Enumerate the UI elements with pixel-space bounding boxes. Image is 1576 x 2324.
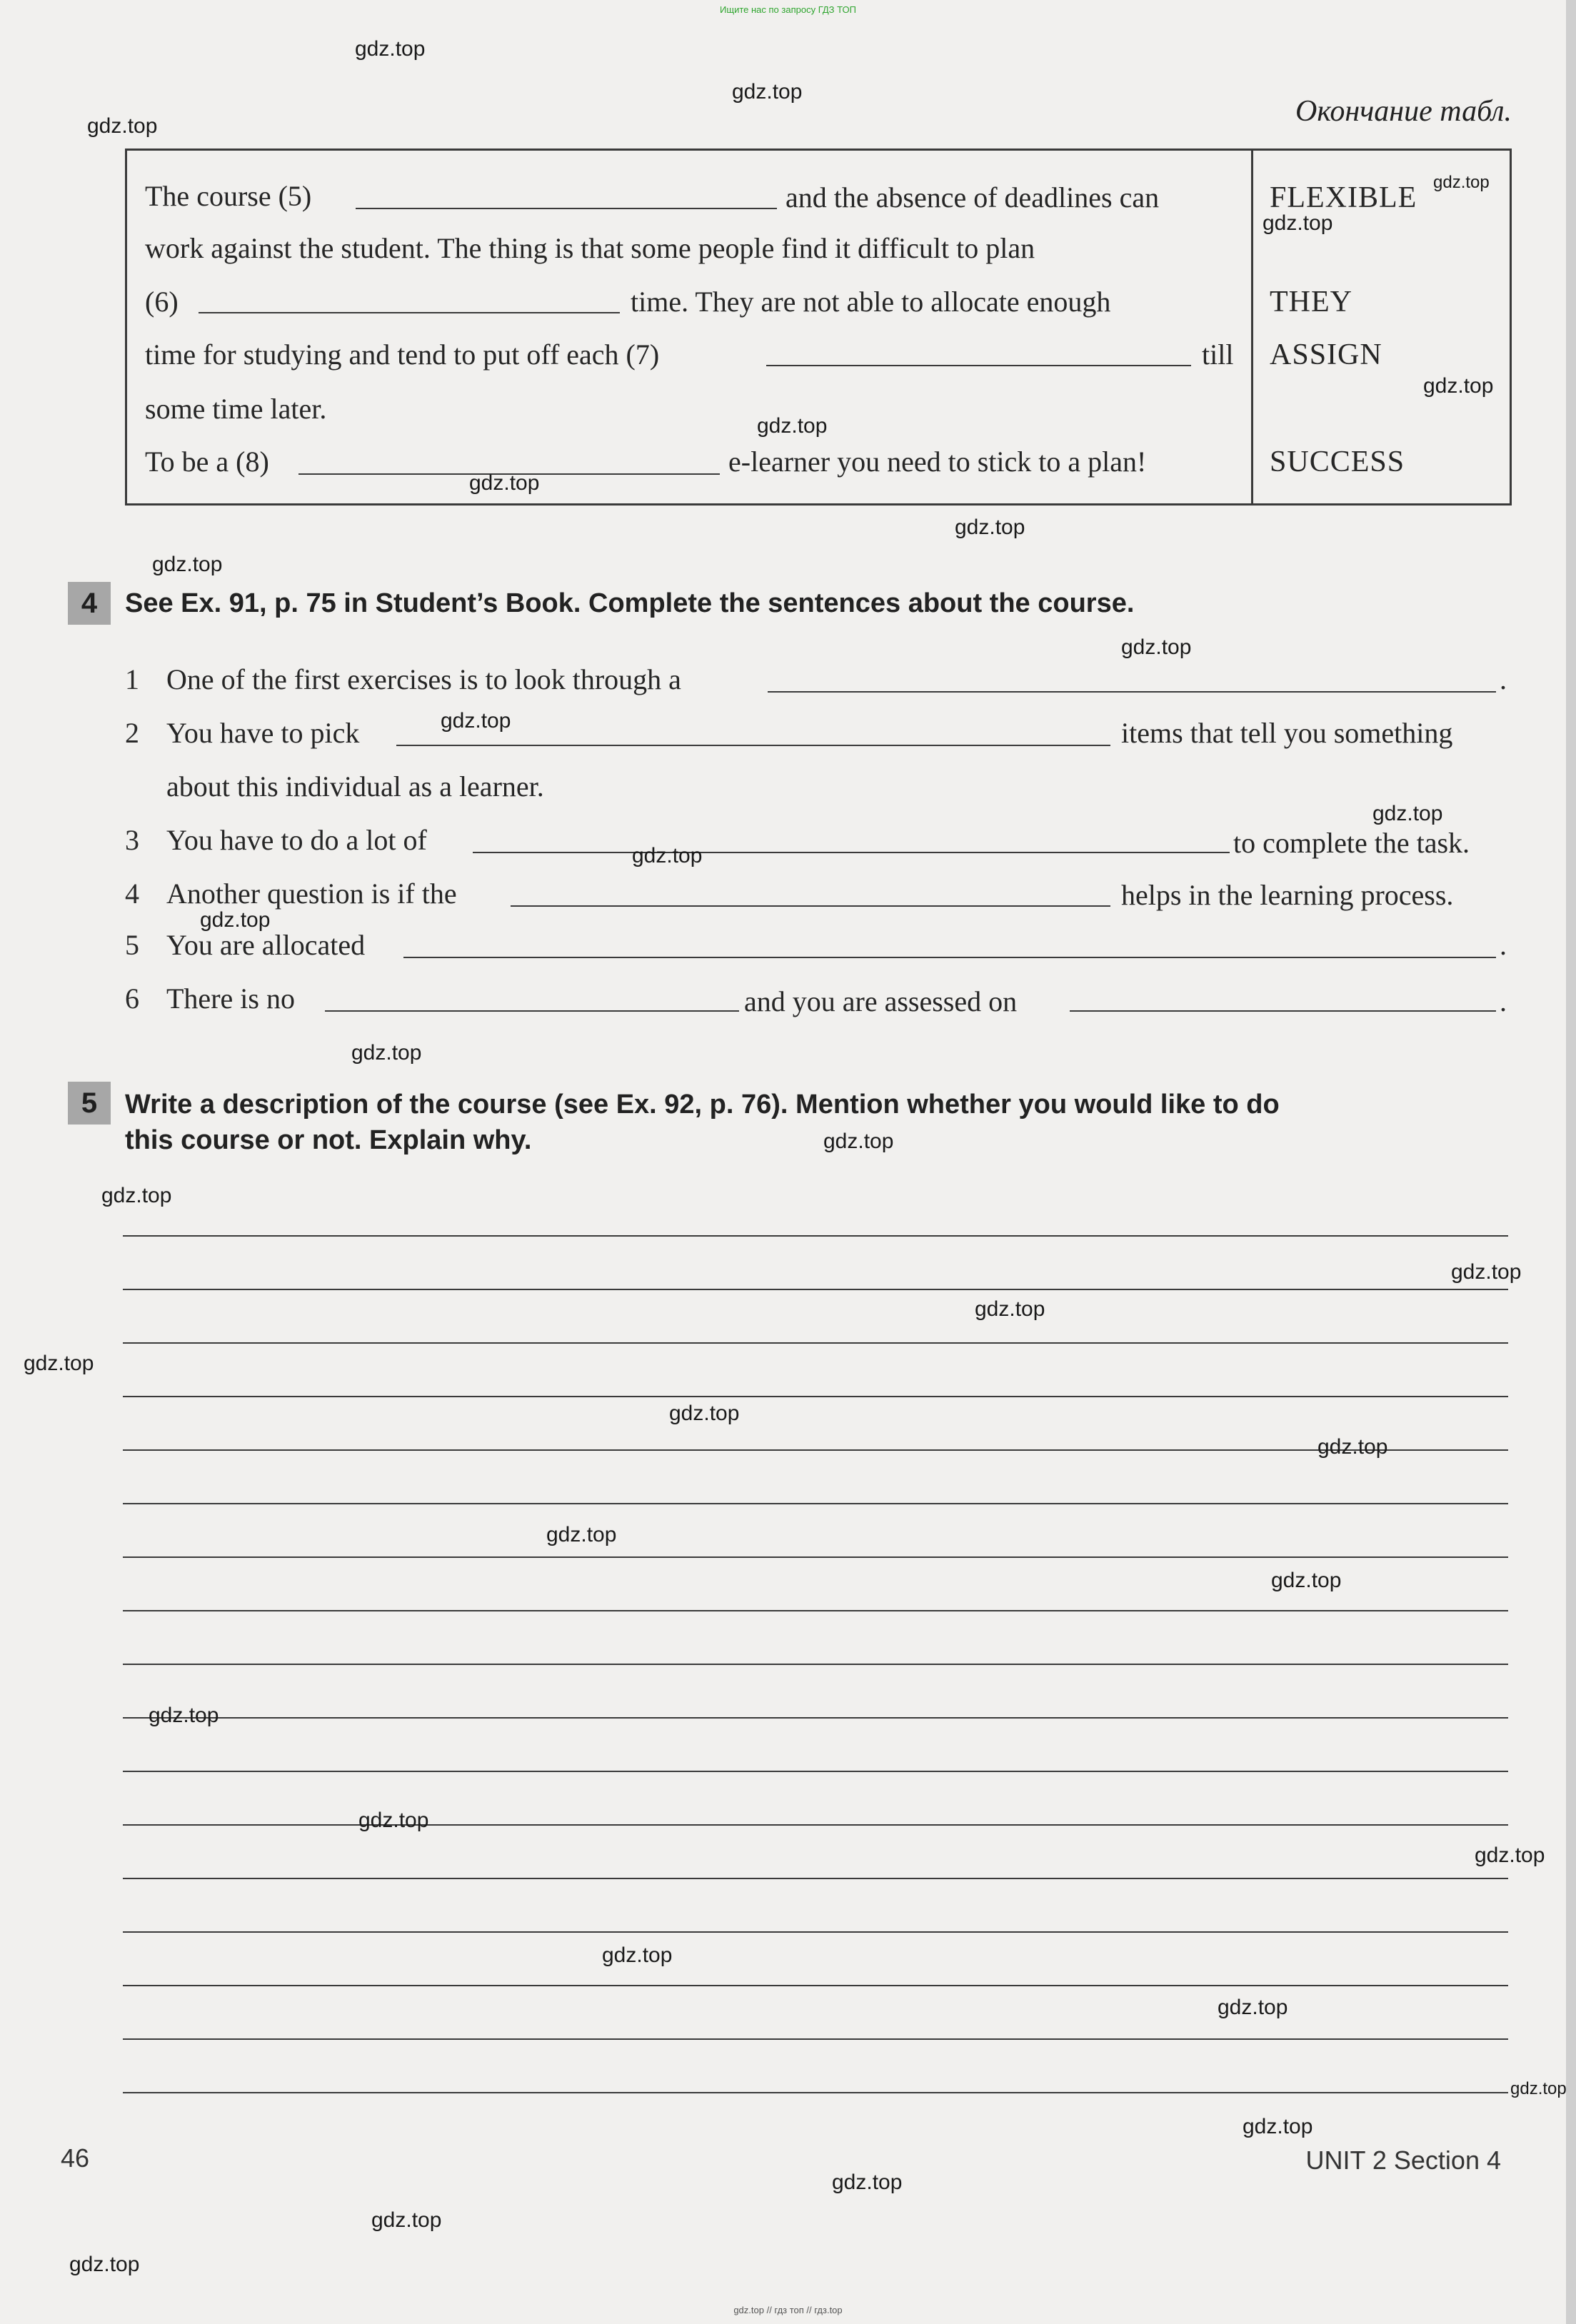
- watermark: gdz.top: [441, 709, 511, 733]
- watermark: gdz.top: [469, 471, 540, 495]
- writing-line[interactable]: [123, 2092, 1508, 2093]
- item-2-blank[interactable]: [396, 745, 1110, 746]
- watermark: gdz.top: [732, 80, 803, 104]
- exercise-4-title: See Ex. 91, p. 75 in Student’s Book. Complete the sentences about the course.: [125, 588, 1135, 618]
- watermark: gdz.top: [1263, 211, 1333, 235]
- item-6-end: .: [1500, 985, 1507, 1017]
- table-line-5: some time later.: [145, 393, 327, 425]
- section-label: UNIT 2 Section 4: [1305, 2146, 1501, 2175]
- item-number: 5: [125, 929, 139, 961]
- watermark: gdz.top: [149, 1704, 219, 1727]
- page-number: 46: [61, 2143, 90, 2173]
- exercise-5-badge: 5: [68, 1082, 111, 1125]
- watermark: gdz.top: [371, 2208, 442, 2232]
- watermark: gdz.top: [101, 1184, 172, 1207]
- writing-line[interactable]: [123, 1396, 1508, 1397]
- exercise-5-title-line-1: Write a description of the course (see Ex. 92, p. 76). Mention whether you would like to do: [125, 1090, 1280, 1120]
- watermark: gdz.top: [351, 1041, 422, 1065]
- item-5-text: You are allocated: [166, 929, 366, 961]
- watermark: gdz.top: [602, 1943, 673, 1967]
- blank-6[interactable]: [199, 312, 620, 313]
- item-number: 3: [125, 824, 139, 856]
- watermark: gdz.top: [1243, 2115, 1313, 2138]
- watermark: gdz.top: [546, 1523, 617, 1546]
- watermark: gdz.top: [1218, 1996, 1288, 2019]
- writing-line[interactable]: [123, 1610, 1508, 1611]
- item-2-end: items that tell you something: [1121, 717, 1453, 749]
- item-5-end: .: [1500, 929, 1507, 961]
- watermark: gdz.top: [1121, 635, 1192, 659]
- watermark: gdz.top: [669, 1402, 740, 1425]
- writing-line[interactable]: [123, 1664, 1508, 1665]
- keyword-flexible: FLEXIBLE: [1270, 181, 1417, 214]
- writing-line[interactable]: [123, 1503, 1508, 1504]
- table-line-3-end: time. They are not able to allocate enough: [631, 286, 1111, 318]
- search-hint: Ищите нас по запросу ГДЗ ТОП: [720, 4, 856, 15]
- writing-line[interactable]: [123, 1931, 1508, 1933]
- writing-line[interactable]: [123, 1556, 1508, 1558]
- table-line-4-start: time for studying and tend to put off each (7): [145, 338, 660, 371]
- writing-line[interactable]: [123, 1771, 1508, 1772]
- item-2-text: You have to pick: [166, 717, 360, 749]
- writing-line[interactable]: [123, 1342, 1508, 1344]
- footer-links: gdz.top // гдз топ // гдз.top: [733, 2305, 843, 2315]
- item-1-end: .: [1500, 663, 1507, 695]
- page-edge-shadow: [1566, 0, 1576, 2324]
- writing-line[interactable]: [123, 1449, 1508, 1451]
- writing-line[interactable]: [123, 1878, 1508, 1879]
- exercise-4-badge: 4: [68, 582, 111, 625]
- watermark: gdz.top: [955, 515, 1025, 539]
- table-column-divider: [1251, 151, 1253, 503]
- table-line-4-end: till: [1202, 338, 1234, 371]
- item-2-continuation: about this individual as a learner.: [166, 770, 544, 803]
- watermark: gdz.top: [1271, 1569, 1342, 1592]
- item-6-blank-1[interactable]: [325, 1010, 739, 1012]
- watermark: gdz.top: [87, 114, 158, 138]
- watermark: gdz.top: [200, 908, 271, 932]
- item-6-blank-2[interactable]: [1070, 1010, 1496, 1012]
- watermark: gdz.top: [69, 2253, 140, 2276]
- item-1-text: One of the first exercises is to look through a: [166, 663, 681, 695]
- watermark: gdz.top: [1451, 1260, 1522, 1284]
- table-line-3-start: (6): [145, 286, 179, 318]
- table-line-1-end: and the absence of deadlines can: [786, 181, 1160, 213]
- keyword-success: SUCCESS: [1270, 446, 1405, 478]
- item-1-blank[interactable]: [768, 691, 1496, 693]
- writing-line[interactable]: [123, 1717, 1508, 1719]
- item-6-text: There is no: [166, 982, 295, 1015]
- item-5-blank[interactable]: [403, 957, 1496, 958]
- watermark: gdz.top: [1510, 2079, 1567, 2098]
- watermark: gdz.top: [975, 1297, 1045, 1321]
- watermark: gdz.top: [757, 414, 828, 438]
- exercise-5-title-line-2: this course or not. Explain why.: [125, 1125, 532, 1155]
- watermark: gdz.top: [1372, 802, 1443, 825]
- watermark: gdz.top: [152, 553, 223, 576]
- item-4-blank[interactable]: [511, 905, 1110, 907]
- watermark: gdz.top: [632, 844, 703, 867]
- writing-line[interactable]: [123, 1824, 1508, 1826]
- keyword-assign: ASSIGN: [1270, 338, 1382, 371]
- writing-line[interactable]: [123, 1985, 1508, 1986]
- item-4-end: helps in the learning process.: [1121, 879, 1454, 911]
- item-3-end: to complete the task.: [1233, 827, 1470, 859]
- watermark: gdz.top: [358, 1809, 429, 1832]
- item-number: 6: [125, 982, 139, 1015]
- writing-line[interactable]: [123, 1289, 1508, 1290]
- item-number: 4: [125, 877, 139, 910]
- watermark: gdz.top: [1423, 374, 1494, 398]
- continuation-table: [125, 149, 1512, 505]
- watermark: gdz.top: [1433, 173, 1490, 192]
- watermark: gdz.top: [1317, 1435, 1388, 1459]
- item-3-text: You have to do a lot of: [166, 824, 427, 856]
- item-number: 2: [125, 717, 139, 749]
- blank-5[interactable]: [356, 208, 777, 209]
- keyword-they: THEY: [1270, 286, 1352, 318]
- watermark: gdz.top: [823, 1130, 894, 1153]
- writing-line[interactable]: [123, 2038, 1508, 2040]
- watermark: gdz.top: [832, 2170, 903, 2194]
- item-number: 1: [125, 663, 139, 695]
- watermark: gdz.top: [24, 1352, 94, 1375]
- table-line-2: work against the student. The thing is that some people find it difficult to plan: [145, 232, 1035, 264]
- writing-line[interactable]: [123, 1235, 1508, 1237]
- table-line-6-end: e-learner you need to stick to a plan!: [728, 446, 1147, 478]
- item-4-text: Another question is if the: [166, 877, 457, 910]
- watermark: gdz.top: [1475, 1843, 1545, 1867]
- table-line-1-start: The course (5): [145, 180, 312, 212]
- table-line-6-start: To be a (8): [145, 446, 269, 478]
- watermark: gdz.top: [355, 37, 426, 61]
- item-3-blank[interactable]: [473, 852, 1230, 853]
- table-continuation-title: Окончание табл.: [1295, 95, 1512, 128]
- blank-7[interactable]: [766, 365, 1191, 366]
- item-6-middle: and you are assessed on: [744, 985, 1018, 1017]
